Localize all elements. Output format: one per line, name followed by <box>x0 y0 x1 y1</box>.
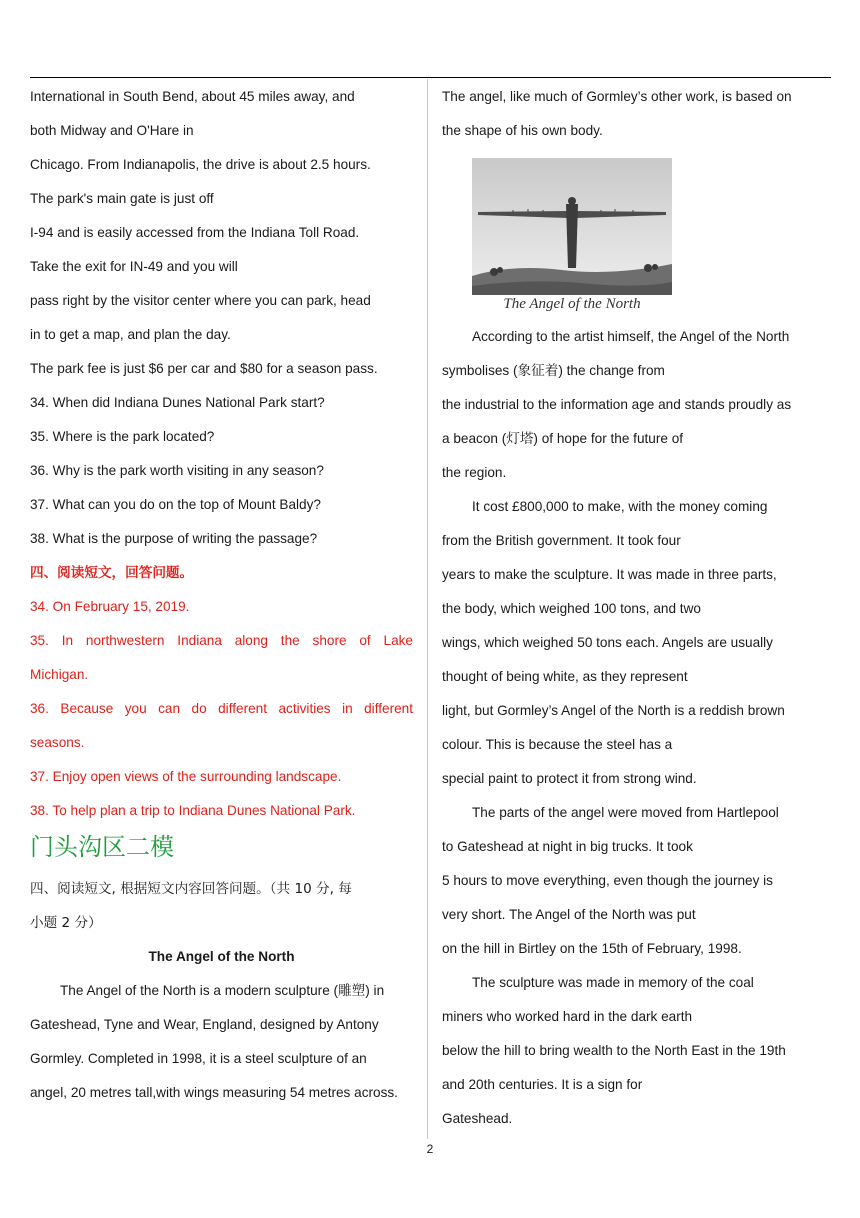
passage-line: in to get a map, and plan the day. <box>30 327 231 342</box>
answer-34: 34. On February 15, 2019. <box>30 599 190 614</box>
paragraph-line: years to make the sculpture. It was made in three parts, <box>442 567 777 582</box>
paragraph-line: from the British government. It took four <box>442 533 681 548</box>
paragraph-line: thought of being white, as they represent <box>442 669 688 684</box>
paragraph-line: Gateshead. <box>442 1111 513 1126</box>
figure-caption: The Angel of the North <box>503 296 641 312</box>
paragraph-line: wings, which weighed 50 tons each. Angels are usually <box>442 635 773 650</box>
intro-line: the shape of his own body. <box>442 123 603 138</box>
article-title: The Angel of the North <box>148 949 295 964</box>
paragraph-line: colour. This is because the steel has a <box>442 737 673 752</box>
article-line: Gormley. Completed in 1998, it is a steel sculpture of an <box>30 1051 367 1066</box>
passage-line: The park's main gate is just off <box>30 191 214 206</box>
passage-line: I‑94 and is easily accessed from the Indiana Toll Road. <box>30 225 360 240</box>
answer-heading: 四、阅读短文，回答问题。 <box>30 565 194 581</box>
question-37: 37. What can you do on the top of Mount Baldy? <box>30 497 321 512</box>
paragraph-line: the body, which weighed 100 tons, and two <box>442 601 701 616</box>
header-rule <box>30 77 831 78</box>
answer-36-line1: 36. Because you can do different activities in different <box>30 701 413 716</box>
paragraph-line: light, but Gormley’s Angel of the North is a reddish brown <box>442 703 785 718</box>
paragraph-line: symbolises (象征着) the change from <box>442 363 665 378</box>
answer-35-line1: 35. In northwestern Indiana along the shore of Lake <box>30 633 413 648</box>
paragraph-line: The parts of the angel were moved from Hartlepool <box>472 805 779 820</box>
paragraph-line: the region. <box>442 465 507 480</box>
answer-35-line2: Michigan. <box>30 667 89 682</box>
passage-line: both Midway and O'Hare in <box>30 123 194 138</box>
question-38: 38. What is the purpose of writing the passage? <box>30 531 318 546</box>
instruction-line: 四、阅读短文, 根据短文内容回答问题。（共 10 分, 每 <box>30 881 352 897</box>
instruction-line: 小题 2 分） <box>30 915 102 931</box>
angel-figure <box>442 148 814 320</box>
passage-line: International in South Bend, about 45 miles away, and <box>30 89 355 104</box>
answer-36-line2: seasons. <box>30 735 85 750</box>
paragraph-line: below the hill to bring wealth to the North East in the 19th <box>442 1043 786 1058</box>
paragraph-line: The sculpture was made in memory of the coal <box>472 975 754 990</box>
passage-line: Chicago. From Indianapolis, the drive is about 2.5 hours. <box>30 157 371 172</box>
article-line: The Angel of the North is a modern sculpture (雕塑) in <box>60 983 385 998</box>
paragraph-line: a beacon (灯塔) of hope for the future of <box>442 431 684 446</box>
paragraph-line: the industrial to the information age and stands proudly as <box>442 397 792 412</box>
answer-37: 37. Enjoy open views of the surrounding landscape. <box>30 769 342 784</box>
paragraph-line: miners who worked hard in the dark earth <box>442 1009 693 1024</box>
paragraph-line: It cost £800,000 to make, with the money coming <box>472 499 768 514</box>
article-line: angel, 20 metres tall,with wings measuring 54 metres across. <box>30 1085 398 1100</box>
paragraph-line: very short. The Angel of the North was put <box>442 907 696 922</box>
question-35: 35. Where is the park located? <box>30 429 215 444</box>
paragraph-line: to Gateshead at night in big trucks. It took <box>442 839 693 854</box>
paragraph-line: on the hill in Birtley on the 15th of February, 1998. <box>442 941 742 956</box>
page-number: 2 <box>426 1142 434 1156</box>
passage-line: The park fee is just $6 per car and $80 for a season pass. <box>30 361 378 376</box>
paragraph-line: and 20th centuries. It is a sign for <box>442 1077 643 1092</box>
passage-line: Take the exit for IN‑49 and you will <box>30 259 238 274</box>
question-34: 34. When did Indiana Dunes National Park start? <box>30 395 325 410</box>
answer-38: 38. To help plan a trip to Indiana Dunes National Park. <box>30 803 356 818</box>
paragraph-line: 5 hours to move everything, even though the journey is <box>442 873 773 888</box>
right-column <box>442 80 814 1136</box>
question-36: 36. Why is the park worth visiting in any season? <box>30 463 324 478</box>
paragraph-line: According to the artist himself, the Angel of the North <box>472 329 790 344</box>
article-line: Gateshead, Tyne and Wear, England, designed by Antony <box>30 1017 379 1032</box>
section-title: 门头沟区二模 <box>30 833 174 861</box>
column-divider <box>427 79 428 1139</box>
passage-line: pass right by the visitor center where you can park, head <box>30 293 371 308</box>
intro-line: The angel, like much of Gormley’s other work, is based on <box>442 89 792 104</box>
left-column <box>30 80 413 1110</box>
angel-sculpture-photo <box>472 158 672 295</box>
paragraph-line: special paint to protect it from strong wind. <box>442 771 697 786</box>
